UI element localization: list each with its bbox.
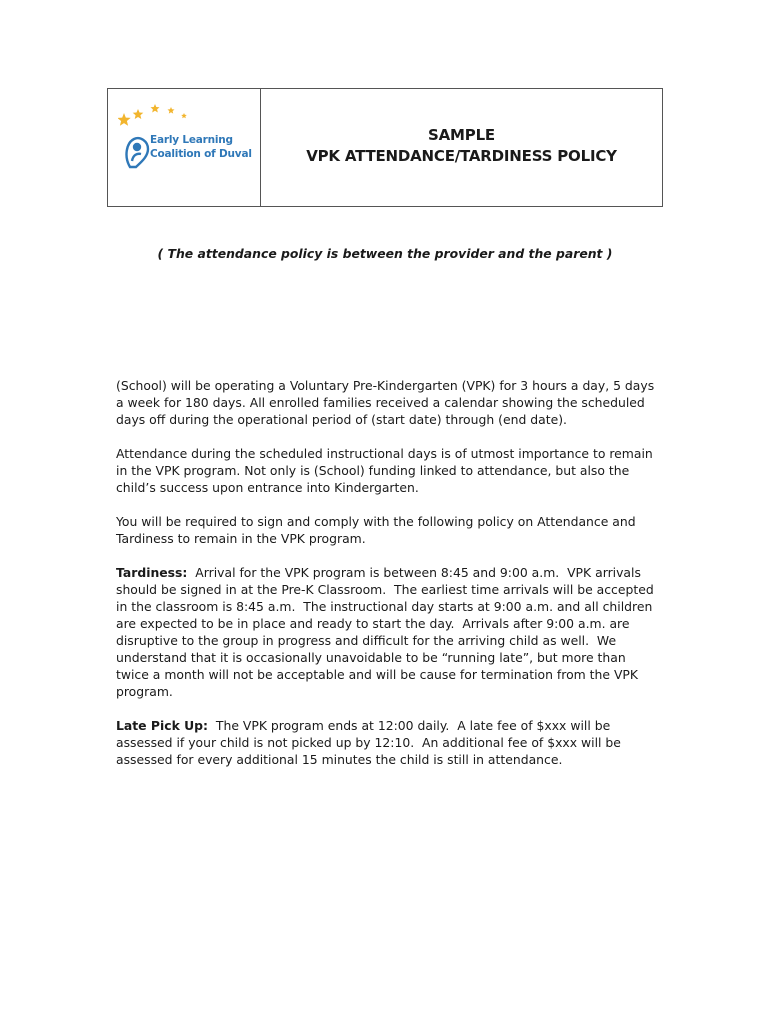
tardiness-label: Tardiness: [116, 565, 188, 580]
paragraph-compliance: You will be required to sign and comply with the following policy on Attendance and Tardiness to remain in the VPK program. [116, 514, 636, 546]
title-cell [261, 89, 662, 206]
paragraph-attendance: Attendance during the scheduled instructional days is of utmost importance to remain in the VPK program. Not only is (School) funding linked to attendance, but also the child’s success upon entrance into Kindergarten. [116, 446, 653, 495]
logo-star-arc-icon [128, 103, 198, 129]
logo-child-figure [127, 138, 148, 167]
tardiness-text: Arrival for the VPK program is between 8:45 and 9:00 a.m. VPK arrivals should be signed in at the Pre-K Classroom. The earliest time arrivals will be accepted in the classroom is 8:45 a.m. The instructional day starts at 9:00 a.m. and all children are expected to be in place and ready to start the day. Arrivals after 9:00 a.m. are disruptive to the group in progress and difficult for the arriving child as well. We understand that it is occasionally unavoidable to be “running late”, but more than twice a month will not be acceptable and will be cause for termination from the VPK program. [116, 565, 658, 699]
paragraph-tardiness [116, 564, 662, 700]
late-pickup-text: The VPK program ends at 12:00 daily. A late fee of $xxx will be assessed if your child is not picked up by 12:10. An additional fee of $xxx will be assessed for every additional 15 minutes the child is still in attendance. [116, 718, 625, 767]
policy-body [116, 377, 662, 785]
policy-subtitle: ( The attendance policy is between the provider and the parent ) [157, 246, 613, 261]
document-title-sample: SAMPLE [428, 125, 495, 144]
paragraph-late-pickup [116, 717, 662, 768]
paragraph-schedule: (School) will be operating a Voluntary Pre-Kindergarten (VPK) for 3 hours a day, 5 days a week for 180 days. All enrolled families received a calendar showing the scheduled days off during the operational period of (start date) through (end date). [116, 378, 655, 427]
logo-text-line1: Early Learning [150, 134, 233, 146]
logo-text-line2: Coalition of Duval [150, 148, 252, 160]
header-table [107, 88, 663, 207]
document-title: VPK ATTENDANCE/TARDINESS POLICY [306, 146, 617, 165]
logo-cell [108, 89, 261, 206]
late-pickup-label: Late Pick Up: [116, 718, 209, 733]
